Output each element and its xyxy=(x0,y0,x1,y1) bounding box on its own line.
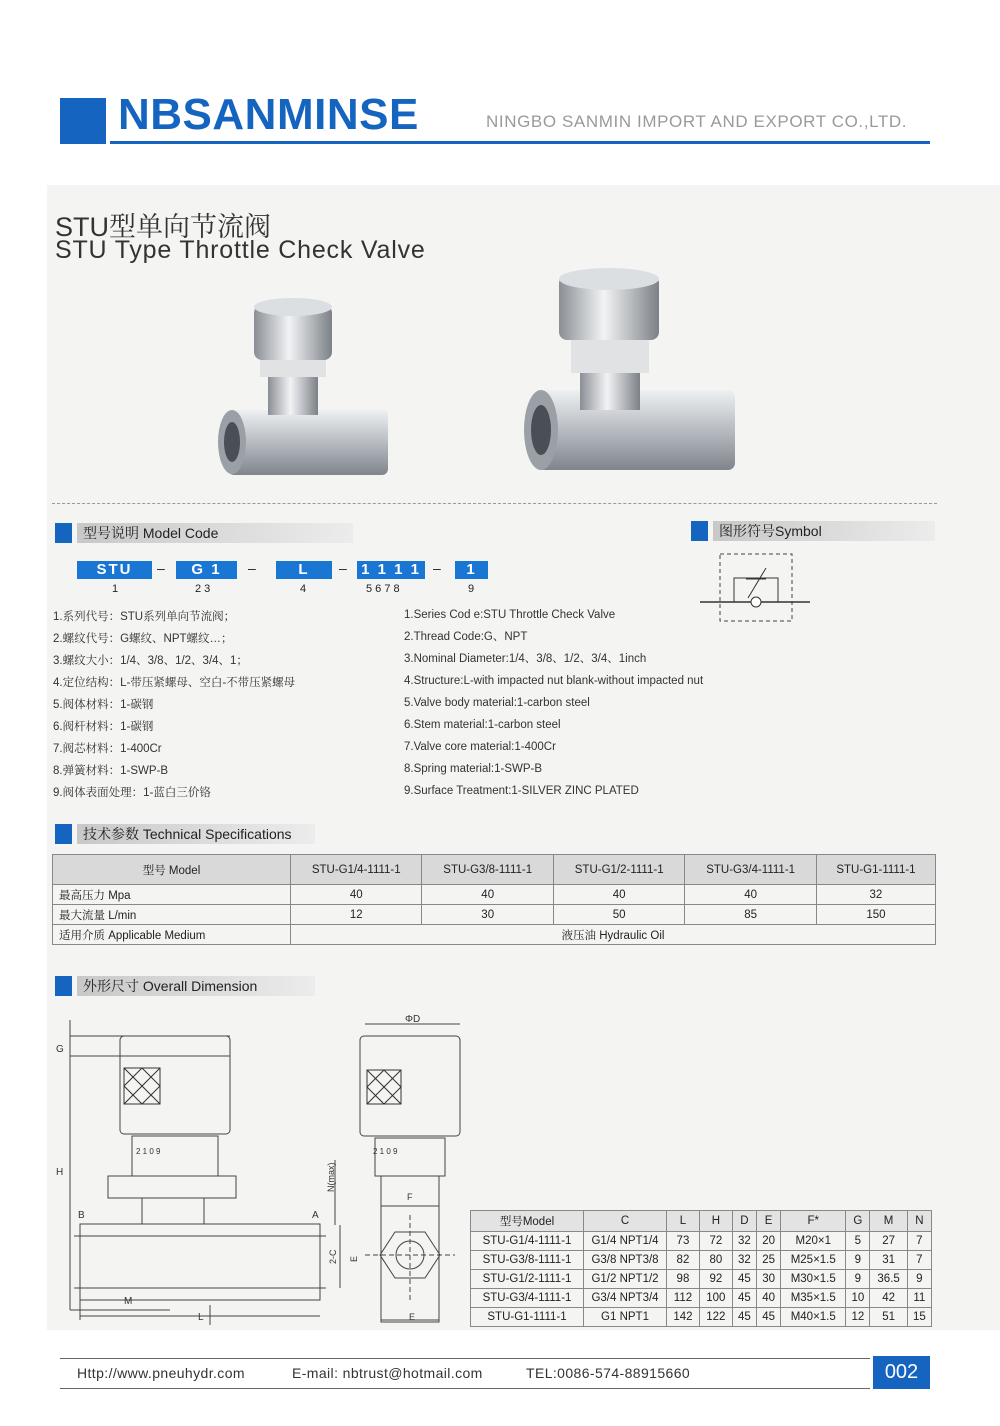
cell: 12 xyxy=(846,1308,870,1327)
table-row xyxy=(471,1270,932,1289)
cell: 142 xyxy=(667,1308,700,1327)
dim-label-c: 2-C xyxy=(328,1249,338,1264)
table-row xyxy=(53,885,936,905)
cell: 45 xyxy=(732,1289,756,1308)
title-english: STU Type Throttle Check Valve xyxy=(55,236,426,264)
cell: 40 xyxy=(291,885,422,905)
table-row xyxy=(471,1308,932,1327)
dim-label-b: B xyxy=(78,1210,85,1221)
cell: 40 xyxy=(757,1289,781,1308)
footer-email[interactable]: E-mail: nbtrust@hotmail.com xyxy=(292,1365,483,1381)
cell: 25 xyxy=(757,1251,781,1270)
specs-table xyxy=(52,854,936,945)
cell: 20 xyxy=(757,1232,781,1251)
code-box-materials: 1 1 1 1 xyxy=(357,561,425,579)
list-item: 7.阀芯材料：1-400Cr xyxy=(53,743,162,755)
list-item: 7.Valve core material:1-400Cr xyxy=(404,741,556,753)
valve-photo-large xyxy=(515,265,745,490)
cell: G1 NPT1 xyxy=(584,1308,667,1327)
cell: G1/2 NPT1/2 xyxy=(584,1270,667,1289)
list-item: 4.Structure:L-with impacted nut blank-without impacted nut xyxy=(404,675,704,687)
column-header: L xyxy=(667,1211,700,1232)
code-position: 2 3 xyxy=(195,583,211,595)
cell: 80 xyxy=(699,1251,732,1270)
list-item: 3.螺纹大小：1/4、3/8、1/2、3/4、1； xyxy=(53,655,248,667)
table-row xyxy=(53,905,936,925)
column-header: STU-G3/4-1111-1 xyxy=(685,855,816,885)
cell: 98 xyxy=(667,1270,700,1289)
dim-label-e: E xyxy=(409,1312,416,1322)
cell: 51 xyxy=(870,1308,907,1327)
cell: 32 xyxy=(732,1232,756,1251)
cell: 液压油 Hydraulic Oil xyxy=(291,925,936,945)
title-chinese: STU型单向节流阀 xyxy=(55,212,271,242)
code-dash: – xyxy=(248,560,256,576)
column-header: 型号 Model xyxy=(53,855,291,885)
heading-marker xyxy=(55,824,72,844)
cell: 40 xyxy=(553,885,684,905)
row-label: 最大流量 L/min xyxy=(53,905,291,925)
cell: 5 xyxy=(846,1232,870,1251)
footer-website[interactable]: Http://www.pneuhydr.com xyxy=(77,1365,245,1381)
code-position: 4 xyxy=(300,583,307,595)
cell: 32 xyxy=(816,885,935,905)
column-header: E xyxy=(757,1211,781,1232)
dim-label-d: ΦD xyxy=(405,1014,421,1025)
side-view-drawing xyxy=(345,1010,470,1328)
cell: 85 xyxy=(685,905,816,925)
cell: M20×1 xyxy=(781,1232,846,1251)
cell: 50 xyxy=(553,905,684,925)
column-header: F* xyxy=(781,1211,846,1232)
cell: G1/4 NPT1/4 xyxy=(584,1232,667,1251)
cell: 100 xyxy=(699,1289,732,1308)
dim-label-m: M xyxy=(124,1296,133,1307)
list-item: 1.Series Cod e:STU Throttle Check Valve xyxy=(404,609,616,621)
cell: 72 xyxy=(699,1232,732,1251)
cell: 9 xyxy=(846,1251,870,1270)
list-item: 2.螺纹代号：G螺纹、NPT螺纹…； xyxy=(53,633,233,645)
column-header: H xyxy=(699,1211,732,1232)
column-header: M xyxy=(870,1211,907,1232)
list-item: 5.阀体材料：1-碳钢 xyxy=(53,699,154,711)
list-item: 8.Spring material:1-SWP-B xyxy=(404,763,543,775)
cell: STU-G3/8-1111-1 xyxy=(471,1251,584,1270)
brand-logo: NBSANMINSE xyxy=(118,90,419,139)
dial-scale: 2 1 0 9 xyxy=(373,1147,398,1156)
footer-phone: TEL:0086-574-88915660 xyxy=(526,1365,691,1381)
column-header: STU-G1-1111-1 xyxy=(816,855,935,885)
cell: M35×1.5 xyxy=(781,1289,846,1308)
header-rule xyxy=(110,141,930,144)
column-header: 型号Model xyxy=(471,1211,584,1232)
list-item: 2.Thread Code:G、NPT xyxy=(404,631,528,643)
heading-marker xyxy=(691,521,708,541)
cell: 40 xyxy=(685,885,816,905)
cell: 45 xyxy=(732,1308,756,1327)
cell: 45 xyxy=(732,1270,756,1289)
heading-label: 型号说明 Model Code xyxy=(77,523,353,543)
list-item: 6.阀杆材料：1-碳钢 xyxy=(53,721,154,733)
heading-marker xyxy=(55,523,72,543)
code-box-thread: G 1 xyxy=(176,561,237,579)
front-view-drawing xyxy=(50,1020,350,1328)
list-item: 4.定位结构：L-带压紧螺母、空白-不带压紧螺母 xyxy=(53,677,296,689)
table-header-row xyxy=(471,1211,932,1232)
cell: 7 xyxy=(907,1232,931,1251)
heading-marker xyxy=(55,976,72,996)
hydraulic-symbol xyxy=(700,550,810,625)
list-item: 9.阀体表面处理：1-蓝白三价铬 xyxy=(53,787,211,799)
cell: 31 xyxy=(870,1251,907,1270)
cell: 30 xyxy=(757,1270,781,1289)
list-item: 3.Nominal Diameter:1/4、3/8、1/2、3/4、1inch xyxy=(404,653,647,665)
dial-scale: 2 1 0 9 xyxy=(136,1147,161,1156)
column-header: C xyxy=(584,1211,667,1232)
dim-label-e-side: E xyxy=(349,1255,359,1262)
dim-label-h: H xyxy=(56,1167,64,1178)
cell: 27 xyxy=(870,1232,907,1251)
dim-label-g: G xyxy=(56,1044,64,1055)
cell: 40 xyxy=(422,885,553,905)
column-header: STU-G3/8-1111-1 xyxy=(422,855,553,885)
column-header: G xyxy=(846,1211,870,1232)
cell: 150 xyxy=(816,905,935,925)
cell: STU-G1/4-1111-1 xyxy=(471,1232,584,1251)
list-item: 5.Valve body material:1-carbon steel xyxy=(404,697,590,709)
cell: M25×1.5 xyxy=(781,1251,846,1270)
table-row xyxy=(471,1251,932,1270)
code-position: 1 xyxy=(112,583,119,595)
cell: 122 xyxy=(699,1308,732,1327)
list-item: 8.弹簧材料：1-SWP-B xyxy=(53,765,169,777)
table-row xyxy=(471,1289,932,1308)
footer xyxy=(60,1358,870,1389)
row-label: 适用介质 Applicable Medium xyxy=(53,925,291,945)
brand-block xyxy=(60,98,106,144)
table-row xyxy=(471,1232,932,1251)
heading-label: 外形尺寸 Overall Dimension xyxy=(77,976,315,996)
model-code-list-cn xyxy=(53,606,295,804)
cell: 73 xyxy=(667,1232,700,1251)
cell: 92 xyxy=(699,1270,732,1289)
dim-label-a: A xyxy=(312,1210,319,1221)
page-number: 002 xyxy=(873,1356,930,1389)
code-dash: – xyxy=(433,560,441,576)
dim-label-f: F xyxy=(407,1192,413,1202)
cell: 11 xyxy=(907,1289,931,1308)
cell: 12 xyxy=(291,905,422,925)
code-dash: – xyxy=(157,560,165,576)
cell: 32 xyxy=(732,1251,756,1270)
cell: 36.5 xyxy=(870,1270,907,1289)
cell: M40×1.5 xyxy=(781,1308,846,1327)
cell: STU-G1/2-1111-1 xyxy=(471,1270,584,1289)
list-item: 9.Surface Treatment:1-SILVER ZINC PLATED xyxy=(404,785,639,797)
cell: G3/4 NPT3/4 xyxy=(584,1289,667,1308)
dim-label-l: L xyxy=(198,1312,204,1323)
cell: 9 xyxy=(846,1270,870,1289)
cell: 7 xyxy=(907,1251,931,1270)
code-box-surface: 1 xyxy=(455,561,488,579)
code-box-series: STU xyxy=(77,561,152,579)
divider xyxy=(52,503,937,504)
list-item: 6.Stem material:1-carbon steel xyxy=(404,719,561,731)
table-header-row xyxy=(53,855,936,885)
cell: M30×1.5 xyxy=(781,1270,846,1289)
cell: 15 xyxy=(907,1308,931,1327)
cell: 112 xyxy=(667,1289,700,1308)
row-label: 最高压力 Mpa xyxy=(53,885,291,905)
valve-photo-small xyxy=(210,295,400,495)
cell: G3/8 NPT3/8 xyxy=(584,1251,667,1270)
cell: 42 xyxy=(870,1289,907,1308)
dimension-table xyxy=(470,1210,932,1327)
column-header: N xyxy=(907,1211,931,1232)
column-header: STU-G1/2-1111-1 xyxy=(553,855,684,885)
list-item: 1.系列代号：STU系列单向节流阀； xyxy=(53,611,236,623)
cell: 9 xyxy=(907,1270,931,1289)
heading-label: 技术参数 Technical Specifications xyxy=(77,824,315,844)
company-name: NINGBO SANMIN IMPORT AND EXPORT CO.,LTD. xyxy=(486,112,908,131)
column-header: STU-G1/4-1111-1 xyxy=(291,855,422,885)
cell: STU-G3/4-1111-1 xyxy=(471,1289,584,1308)
cell: 82 xyxy=(667,1251,700,1270)
code-position: 5 6 7 8 xyxy=(366,583,400,595)
column-header: D xyxy=(732,1211,756,1232)
model-code-list-en xyxy=(404,604,703,802)
cell: 10 xyxy=(846,1289,870,1308)
dim-label-n: N(max) xyxy=(326,1162,336,1192)
cell: 30 xyxy=(422,905,553,925)
table-row xyxy=(53,925,936,945)
cell: 45 xyxy=(757,1308,781,1327)
code-dash: – xyxy=(339,560,347,576)
code-box-structure: L xyxy=(276,561,332,579)
cell: STU-G1-1111-1 xyxy=(471,1308,584,1327)
heading-label: 图形符号Symbol xyxy=(713,521,935,541)
code-position: 9 xyxy=(468,583,475,595)
